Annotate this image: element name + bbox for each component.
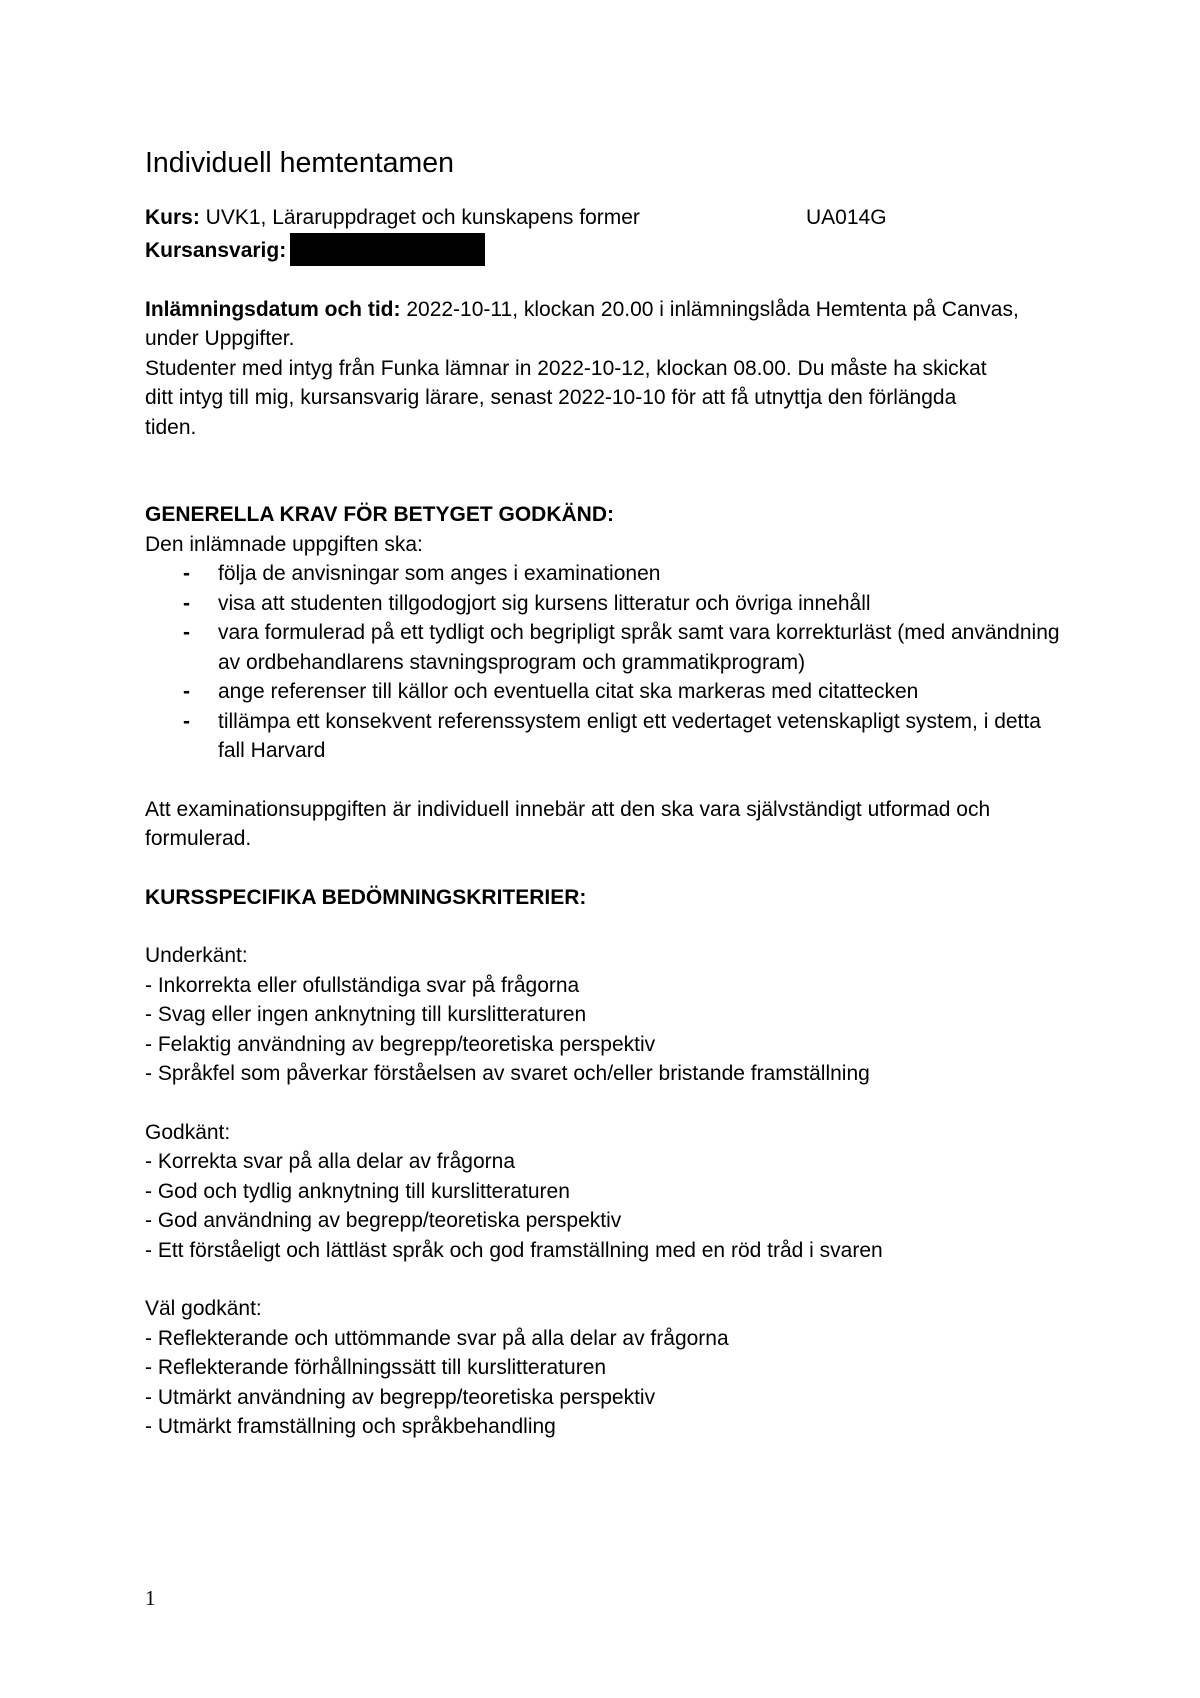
criteria-heading: KURSSPECIFIKA BEDÖMNINGSKRITERIER:: [145, 885, 587, 909]
redacted-name-block: [290, 233, 485, 266]
course-label: Kurs:: [145, 206, 200, 229]
criteria-group-underkant: [145, 941, 1065, 1089]
criteria-item: - Ett förståeligt och lättläst språk och god framställning med en röd tråd i svaren: [145, 1238, 883, 1262]
dash-bullet: -: [183, 680, 190, 703]
criteria-item: - Reflekterande förhållningssätt till kurslitteraturen: [145, 1356, 607, 1379]
criteria-item: - Reflekterande och uttömmande svar på alla delar av frågorna: [145, 1326, 729, 1350]
individual-note-line-1: Att examinationsuppgiften är individuell innebär att den ska vara självständigt utformad och: [145, 797, 991, 821]
criteria-item: - God användning av begrepp/teoretiska perspektiv: [145, 1209, 622, 1232]
dash-bullet: -: [183, 591, 190, 615]
list-item: [145, 677, 1065, 707]
list-item: [145, 618, 1065, 677]
criteria-item: - Inkorrekta eller ofullständiga svar på frågorna: [145, 973, 580, 997]
individual-note-line-2: formulerad.: [145, 827, 252, 850]
list-item: [145, 559, 1065, 589]
course-code: UA014G: [806, 206, 887, 229]
submission-line-2: under Uppgifter.: [145, 327, 295, 350]
criteria-item: - Korrekta svar på alla delar av frågorna: [145, 1150, 516, 1173]
dash-bullet: -: [183, 562, 190, 585]
general-requirements-list: [145, 559, 1065, 766]
criteria-group-title: Godkänt:: [145, 1120, 231, 1144]
criteria-item: - Felaktig användning av begrepp/teoretiska perspektiv: [145, 1032, 656, 1056]
list-item-text: visa att studenten tillgodogjort sig kursens litteratur och övriga innehåll: [218, 591, 871, 615]
dash-bullet: -: [183, 621, 190, 644]
criteria-item: - God och tydlig anknytning till kurslitteraturen: [145, 1179, 570, 1203]
criteria-item: - Utmärkt framställning och språkbehandling: [145, 1415, 556, 1438]
criteria-item: - Utmärkt användning av begrepp/teoretiska perspektiv: [145, 1385, 656, 1409]
document-title: Individuell hemtentamen: [145, 147, 454, 179]
list-item-text: vara formulerad på ett tydligt och begripligt språk samt vara korrekturläst (med användning av ordbehandlarens stavningsprogram och grammatikprogram): [218, 621, 1060, 674]
responsible-label: Kursansvarig:: [145, 238, 287, 262]
responsible-line: [145, 233, 1065, 266]
list-item-text: tillämpa ett konsekvent referenssystem enligt ett vedertaget vetenskapligt system, i detta fall Harvard: [218, 709, 1041, 762]
course-line: [145, 203, 1065, 233]
general-requirements-intro: Den inlämnade uppgiften ska:: [145, 532, 423, 556]
course-name: UVK1, Läraruppdraget och kunskapens former: [199, 206, 640, 229]
criteria-item: - Språkfel som påverkar förståelsen av svaret och/eller bristande framställning: [145, 1062, 870, 1085]
criteria-group-godkant: [145, 1118, 1065, 1266]
criteria-item: - Svag eller ingen anknytning till kurslitteraturen: [145, 1003, 587, 1026]
page-number: 1: [145, 1586, 156, 1610]
submission-line-3: Studenter med intyg från Funka lämnar in 2022-10-12, klockan 08.00. Du måste ha skickat: [145, 356, 987, 380]
criteria-group-val-godkant: [145, 1294, 1065, 1442]
general-requirements-heading: GENERELLA KRAV FÖR BETYGET GODKÄND:: [145, 503, 615, 526]
submission-label: Inlämningsdatum och tid:: [145, 297, 401, 321]
dash-bullet: -: [183, 709, 190, 733]
criteria-group-title: Väl godkänt:: [145, 1297, 262, 1320]
list-item-text: ange referenser till källor och eventuella citat ska markeras med citattecken: [218, 680, 919, 703]
submission-line-5: tiden.: [145, 415, 197, 439]
document-page: [145, 143, 1065, 1442]
list-item: [145, 589, 1065, 619]
submission-line-4: ditt intyg till mig, kursansvarig lärare, senast 2022-10-10 för att få utnyttja den förlängda: [145, 386, 957, 409]
submission-text-1: 2022-10-11, klockan 20.00 i inlämningslåda Hemtenta på Canvas,: [400, 297, 1019, 321]
submission-line-1: [145, 295, 1065, 325]
criteria-group-title: Underkänt:: [145, 944, 248, 967]
list-item-text: följa de anvisningar som anges i examinationen: [218, 562, 661, 585]
list-item: [145, 707, 1065, 766]
